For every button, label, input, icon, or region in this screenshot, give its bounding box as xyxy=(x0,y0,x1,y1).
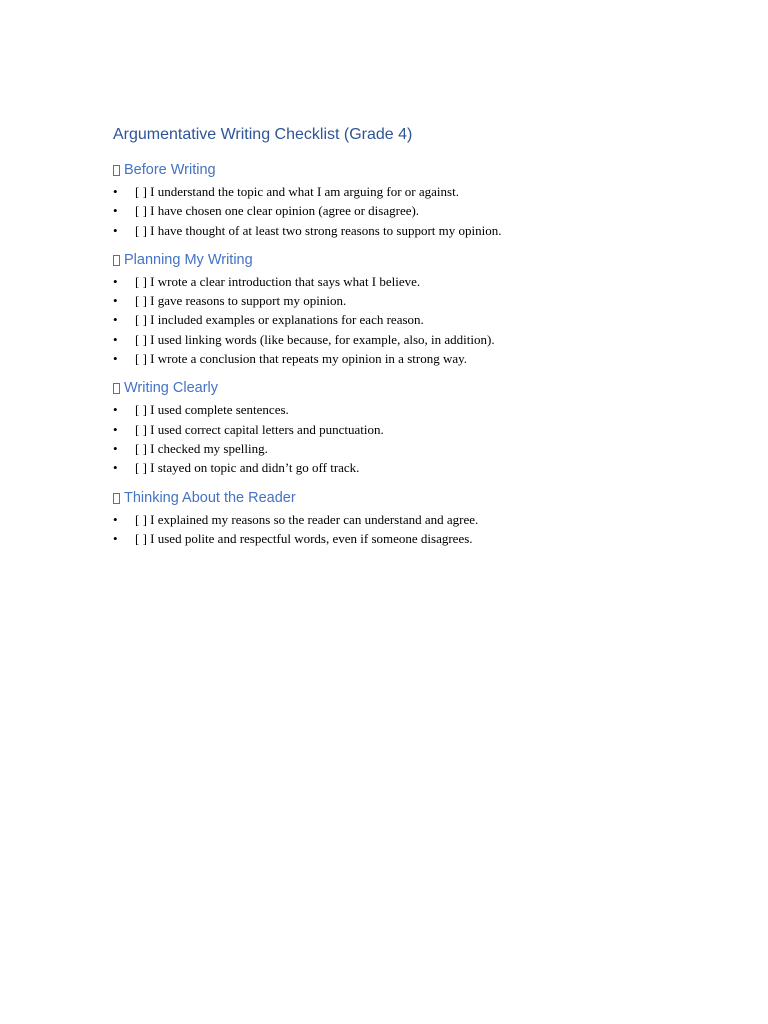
bullet-icon: • xyxy=(113,203,118,219)
bullet-icon: • xyxy=(113,440,118,456)
list-item xyxy=(113,330,673,349)
list-item xyxy=(113,182,673,201)
section-heading-text: Writing Clearly xyxy=(124,380,219,397)
missing-glyph-icon xyxy=(113,383,120,394)
list-item-text: [ ] I have thought of at least two strong reasons to support my opinion. xyxy=(135,222,502,238)
list-item-text: [ ] I used polite and respectful words, even if someone disagrees. xyxy=(135,530,473,546)
section-heading xyxy=(113,161,673,180)
list-item xyxy=(113,349,673,368)
list-item xyxy=(113,439,673,458)
list-item-text: [ ] I used correct capital letters and punctuation. xyxy=(135,421,384,437)
missing-glyph-icon xyxy=(113,493,120,504)
document-page xyxy=(113,124,673,559)
bullet-icon: • xyxy=(113,293,118,309)
list-item xyxy=(113,201,673,220)
bullet-icon: • xyxy=(113,184,118,199)
bullet-icon: • xyxy=(113,402,118,418)
list-item xyxy=(113,529,673,548)
section-planning-my-writing xyxy=(113,251,673,368)
bullet-icon: • xyxy=(113,511,118,527)
section-heading xyxy=(113,379,673,398)
section-heading-text: Planning My Writing xyxy=(124,251,253,268)
section-heading xyxy=(113,489,673,508)
section-before-writing xyxy=(113,161,673,240)
list-item xyxy=(113,458,673,477)
list-item xyxy=(113,221,673,240)
bullet-icon: • xyxy=(113,421,118,437)
list-item-text: [ ] I stayed on topic and didn’t go off track. xyxy=(135,460,360,476)
list-item-text: [ ] I checked my spelling. xyxy=(135,440,268,456)
list-item-text: [ ] I included examples or explanations for each reason. xyxy=(135,312,424,328)
list-item-text: [ ] I used linking words (like because, for example, also, in addition). xyxy=(135,331,495,347)
section-thinking-about-the-reader xyxy=(113,489,673,549)
section-heading-text: Before Writing xyxy=(124,162,216,178)
list-item-text: [ ] I understand the topic and what I am arguing for or against. xyxy=(135,184,459,199)
list-item-text: [ ] I wrote a clear introduction that says what I believe. xyxy=(135,273,421,289)
section-heading xyxy=(113,251,673,270)
checklist xyxy=(113,400,673,477)
bullet-icon: • xyxy=(113,222,118,238)
checklist xyxy=(113,510,673,549)
list-item xyxy=(113,400,673,419)
bullet-icon: • xyxy=(113,331,118,347)
bullet-icon: • xyxy=(113,273,118,289)
list-item-text: [ ] I used complete sentences. xyxy=(135,402,289,418)
section-heading-text: Thinking About the Reader xyxy=(124,489,296,506)
checklist xyxy=(113,272,673,368)
checklist xyxy=(113,182,673,240)
bullet-icon: • xyxy=(113,530,118,546)
bullet-icon: • xyxy=(113,312,118,328)
page-title: Argumentative Writing Checklist (Grade 4) xyxy=(113,126,413,143)
list-item-text: [ ] I gave reasons to support my opinion. xyxy=(135,293,347,309)
list-item xyxy=(113,310,673,329)
list-item xyxy=(113,291,673,310)
list-item xyxy=(113,510,673,529)
list-item xyxy=(113,272,673,291)
bullet-icon: • xyxy=(113,351,118,367)
bullet-icon: • xyxy=(113,460,118,476)
list-item-text: [ ] I explained my reasons so the reader can understand and agree. xyxy=(135,511,479,527)
list-item xyxy=(113,420,673,439)
missing-glyph-icon xyxy=(113,165,120,176)
section-writing-clearly xyxy=(113,379,673,477)
list-item-text: [ ] I wrote a conclusion that repeats my opinion in a strong way. xyxy=(135,351,468,367)
missing-glyph-icon xyxy=(113,255,120,266)
list-item-text: [ ] I have chosen one clear opinion (agree or disagree). xyxy=(135,203,420,219)
